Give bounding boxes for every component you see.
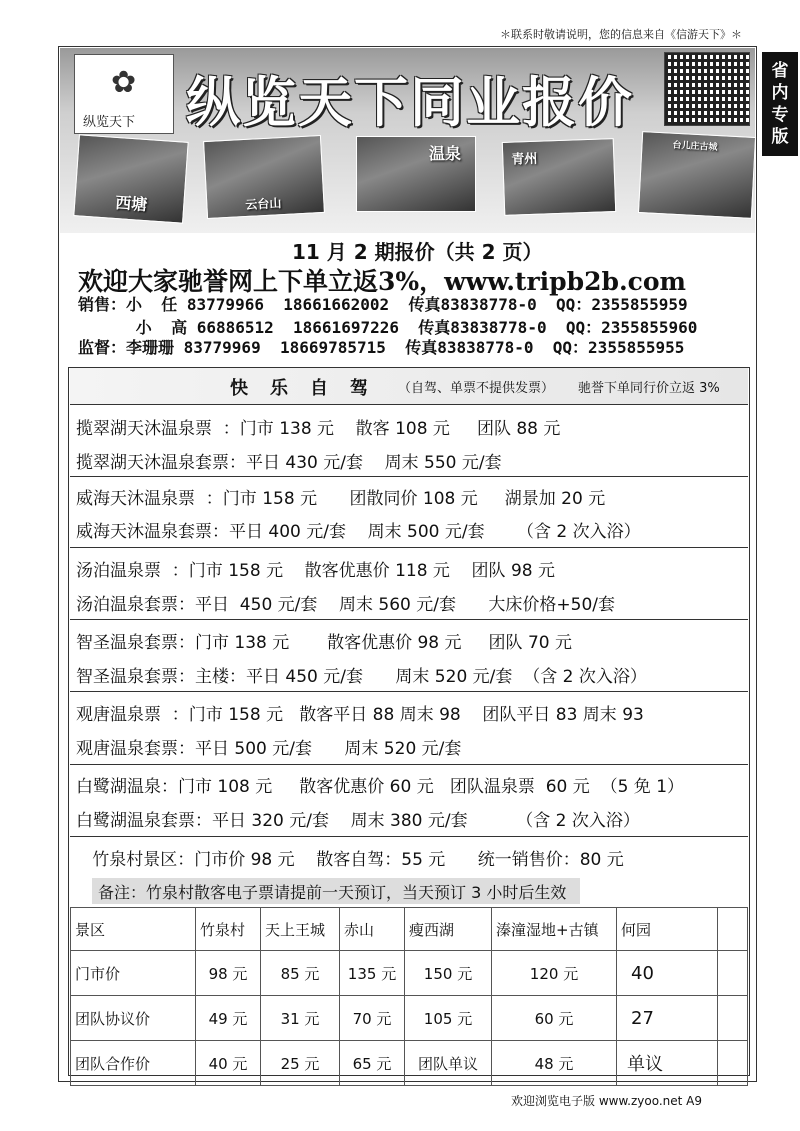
table-cell: 40 元 <box>196 1041 261 1086</box>
list-item: 智圣温泉套票：门市 138 元 散客优惠价 98 元 团队 70 元 <box>76 633 572 653</box>
period-heading: 11 月 2 期报价（共 2 页） <box>292 240 543 264</box>
table-cell: 135 元 <box>340 951 405 996</box>
table-cell: 150 元 <box>405 951 492 996</box>
table-header: 赤山 <box>340 908 405 951</box>
table-cell: 85 元 <box>261 951 340 996</box>
table-header: 竹泉村 <box>196 908 261 951</box>
divider <box>70 619 748 620</box>
table-cell: 31 元 <box>261 996 340 1041</box>
region-tab-char: 省 <box>771 61 789 81</box>
table-cell: 65 元 <box>340 1041 405 1086</box>
table-cell <box>718 996 748 1041</box>
table-cell <box>718 1041 748 1086</box>
qr-code-icon <box>664 52 750 126</box>
region-tab-char: 版 <box>771 127 789 147</box>
list-item: 汤泊温泉票 ：门市 158 元 散客优惠价 118 元 团队 98 元 <box>76 561 555 581</box>
table-row <box>71 951 748 996</box>
photo-yuntaishan <box>203 135 325 219</box>
table-cell: 70 元 <box>340 996 405 1041</box>
divider <box>70 547 748 548</box>
table-cell: 120 元 <box>492 951 617 996</box>
table-cell: 27 <box>617 996 718 1041</box>
table-cell: 团队协议价 <box>71 996 196 1041</box>
source-note: ＊联系时敬请说明，您的信息来自《信游天下》＊ <box>500 28 742 41</box>
list-item: 威海天沐温泉票 ：门市 158 元 团散同价 108 元 湖景加 20 元 <box>76 489 606 509</box>
logo-text: 纵览天下 <box>83 115 136 130</box>
photo-label: 云台山 <box>245 196 282 213</box>
section-note: 驰誉下单同行价立返 3% <box>578 381 720 396</box>
remark-note: 备注：竹泉村散客电子票请提前一天预订，当天预订 3 小时后生效 <box>92 878 580 904</box>
table-cell: 团队单议 <box>405 1041 492 1086</box>
table-cell: 团队合作价 <box>71 1041 196 1086</box>
photo-xitang <box>73 134 188 223</box>
table-cell: 40 <box>617 951 718 996</box>
photo-label: 台儿庄古城 <box>672 140 718 154</box>
contact-line: 销售：小 任 83779966 18661662002 传真83838778-0 QQ：2355855959 <box>78 295 688 314</box>
divider <box>70 764 748 765</box>
region-tab[interactable] <box>762 52 798 156</box>
price-table <box>70 907 748 1086</box>
table-row <box>71 996 748 1041</box>
photo-hotspring <box>356 136 476 212</box>
list-item: 观唐温泉票 ：门市 158 元 散客平日 88 周末 98 团队平日 83 周末 93 <box>76 705 644 725</box>
table-cell: 98 元 <box>196 951 261 996</box>
divider <box>70 476 748 477</box>
photo-label: 西塘 <box>114 192 148 215</box>
divider <box>70 691 748 692</box>
table-cell: 门市价 <box>71 951 196 996</box>
photo-label: 青州 <box>511 151 538 168</box>
table-header: 何园 <box>617 908 718 951</box>
footer: 欢迎浏览电子版 www.zyoo.net A9 <box>511 1094 703 1108</box>
section-title: 快乐自驾 <box>230 378 390 399</box>
photo-label: 温泉 <box>429 144 462 163</box>
region-tab-char: 专 <box>771 105 789 125</box>
page-title: 纵览天下同业报价 <box>186 71 634 134</box>
table-header-row <box>71 908 748 951</box>
table-header: 溱潼湿地+古镇 <box>492 908 617 951</box>
table-row <box>71 1041 748 1086</box>
table-header: 景区 <box>71 908 196 951</box>
region-tab-char: 内 <box>771 83 789 103</box>
photo-taierzhuang <box>638 131 756 219</box>
table-cell: 48 元 <box>492 1041 617 1086</box>
table-cell: 25 元 <box>261 1041 340 1086</box>
contact-line: 监督：李珊珊 83779969 18669785715 传真83838778-0 QQ：2355855955 <box>78 338 685 357</box>
table-cell: 105 元 <box>405 996 492 1041</box>
list-item: 智圣温泉套票：主楼：平日 450 元/套 周末 520 元/套 （含 2 次入浴） <box>76 667 647 687</box>
list-item: 威海天沐温泉套票：平日 400 元/套 周末 500 元/套 （含 2 次入浴） <box>76 522 641 542</box>
welcome-line: 欢迎大家驰誉网上下单立返3%，www.tripb2b.com <box>78 267 687 296</box>
table-cell <box>718 951 748 996</box>
list-item: 揽翠湖天沐温泉套票：平日 430 元/套 周末 550 元/套 <box>76 453 502 473</box>
section-header <box>70 368 748 405</box>
list-item: 汤泊温泉套票：平日 450 元/套 周末 560 元/套 大床价格+50/套 <box>76 595 616 615</box>
table-header: 瘦西湖 <box>405 908 492 951</box>
table-cell: 单议 <box>617 1041 718 1086</box>
flower-icon: ✿ <box>111 65 137 100</box>
section-subtitle: （自驾、单票不提供发票） <box>398 381 555 396</box>
table-header: 天上王城 <box>261 908 340 951</box>
photo-qingzhou <box>502 138 617 216</box>
list-item: 观唐温泉套票：平日 500 元/套 周末 520 元/套 <box>76 739 462 759</box>
divider <box>70 836 748 837</box>
list-item: 白鹭湖温泉套票：平日 320 元/套 周末 380 元/套 （含 2 次入浴） <box>76 811 640 831</box>
contact-line: 小 高 66886512 18661697226 传真83838778-0 QQ：2355855960 <box>78 318 698 337</box>
table-cell: 60 元 <box>492 996 617 1041</box>
brand-logo <box>74 54 174 134</box>
table-cell: 49 元 <box>196 996 261 1041</box>
table-header <box>718 908 748 951</box>
list-item: 竹泉村景区：门市价 98 元 散客自驾：55 元 统一销售价：80 元 <box>76 850 624 870</box>
list-item: 揽翠湖天沐温泉票 ：门市 138 元 散客 108 元 团队 88 元 <box>76 419 561 439</box>
list-item: 白鹭湖温泉：门市 108 元 散客优惠价 60 元 团队温泉票 60 元 （5 免 1） <box>76 777 685 797</box>
